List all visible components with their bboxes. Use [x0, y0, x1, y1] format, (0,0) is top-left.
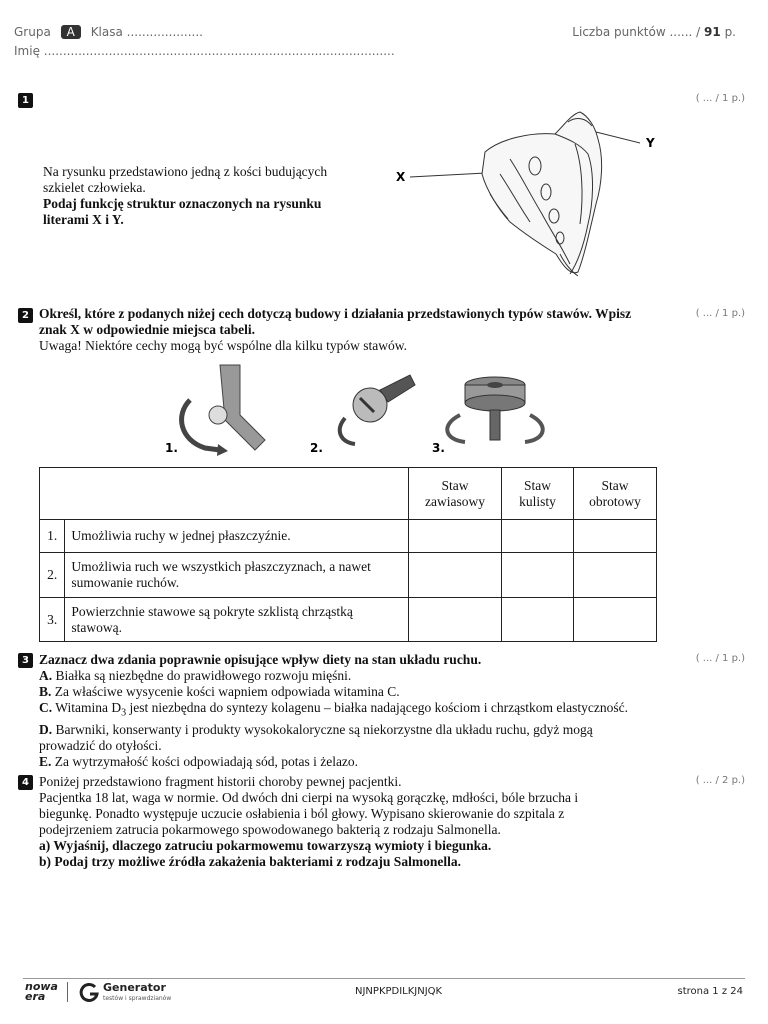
question-points-4: ( ... / 2 p.) [695, 775, 745, 786]
label-y: Y [646, 136, 655, 150]
column-pivot-line2: obrotowy [589, 493, 641, 509]
option-c-subscript: 3 [121, 707, 127, 719]
group-label: Grupa [14, 25, 51, 39]
column-ball-line2: kulisty [519, 493, 556, 509]
column-hinge-joint [409, 468, 502, 520]
logo-line2: era [25, 990, 46, 1003]
joint-features-table [39, 467, 657, 642]
q1-task-line1: Podaj funkcję struktur oznaczonych na rysunku [43, 196, 322, 211]
row-number: 2. [40, 553, 65, 598]
sacrum-bone-illustration [390, 104, 670, 282]
header-group [14, 25, 203, 39]
question-number-4: 4 [18, 775, 33, 790]
column-pivot-joint [574, 468, 657, 520]
footer-divider [23, 978, 745, 979]
question-points-2: ( ... / 1 p.) [695, 308, 745, 319]
class-label: Klasa .................... [90, 25, 203, 39]
fig-label-1: 1. [165, 441, 178, 455]
generator-logo [103, 982, 171, 1004]
answer-cell[interactable] [502, 553, 574, 598]
q4-line4: podejrzeniem zatrucia pokarmowego spowodowanego bakterią z rodzaju Salmonella. [39, 822, 501, 837]
question-number-3: 3 [18, 653, 33, 668]
q4-task-b: b) Podaj trzy możliwe źródła zakażenia bakteriami z rodzaju Salmonella. [39, 854, 461, 869]
question-number-2: 2 [18, 308, 33, 323]
option-d-text: Barwniki, konserwanty i produkty wysokokaloryczne są niekorzystne dla układu ruchu, gdyż mogą [55, 721, 593, 737]
document-code: NJNPKPDILKJNJQK [355, 986, 443, 997]
row-number: 3. [40, 598, 65, 642]
answer-cell[interactable] [502, 520, 574, 553]
answer-cell[interactable] [409, 598, 502, 642]
generator-g-icon [78, 982, 100, 1004]
row-feature: Powierzchnie stawowe są pokryte szklistą chrząstką stawową. [65, 598, 409, 642]
column-ball-line1: Staw [524, 477, 551, 493]
answer-cell[interactable] [409, 553, 502, 598]
answer-cell[interactable] [574, 598, 657, 642]
pivot-joint-figure [432, 377, 543, 455]
footer-logo-divider [67, 982, 68, 1002]
question-4-text [39, 774, 699, 870]
question-points-3: ( ... / 1 p.) [695, 653, 745, 664]
option-c-text-post: jest niezbędna do syntezy kolagenu – białka nadającego kościom i chrząstkom elastyczność. [126, 700, 629, 715]
option-c-letter: C. [39, 700, 53, 715]
ball-joint-figure [310, 375, 415, 455]
q2-task-line1: Określ, które z podanych niżej cech dotyczą budowy i działania przedstawionych typów stawów. Wpisz [39, 306, 632, 321]
option-b-letter: B. [39, 684, 52, 699]
fig-label-3: 3. [432, 441, 445, 455]
points-label: Liczba punktów ...... / [572, 25, 701, 39]
option-d[interactable] [39, 722, 699, 754]
row-feature: Umożliwia ruch we wszystkich płaszczyznach, a nawet sumowanie ruchów. [65, 553, 409, 598]
option-d-text-line2: prowadzić do otyłości. [39, 737, 162, 753]
table-header-row [40, 468, 657, 520]
label-x: X [396, 170, 406, 184]
option-a-letter: A. [39, 668, 53, 683]
option-e[interactable] [39, 754, 699, 770]
generator-title: Generator [103, 981, 166, 994]
answer-cell[interactable] [574, 553, 657, 598]
table-row [40, 553, 657, 598]
answer-cell[interactable] [502, 598, 574, 642]
header-points [572, 25, 736, 39]
option-b[interactable] [39, 684, 699, 700]
column-pivot-line1: Staw [601, 477, 629, 493]
logo-line1: nowa [25, 980, 58, 993]
column-ball-joint [502, 468, 574, 520]
q4-line3: biegunkę. Ponadto występuje uczucie osłabienia i ból głowy. Wypisano skierowanie do szpitala z [39, 806, 565, 821]
q1-text-line1: Na rysunku przedstawiono jedną z kości budujących [43, 164, 328, 179]
table-row [40, 598, 657, 642]
q2-note: Uwaga! Niektóre cechy mogą być wspólne dla kilku typów stawów. [39, 338, 408, 353]
option-c-text-pre: Witamina D [55, 700, 122, 715]
q4-task-a: a) Wyjaśnij, dlaczego zatruciu pokarmowemu towarzyszą wymioty i biegunka. [39, 838, 492, 853]
option-a-text: Białka są niezbędne do prawidłowego rozwoju mięśni. [55, 668, 352, 683]
q1-text-line2: szkielet człowieka. [43, 180, 146, 195]
question-1-text [43, 164, 373, 228]
generator-subtitle: testów i sprawdzianów [103, 995, 172, 1002]
joint-types-illustration [160, 360, 560, 460]
question-2-text [39, 306, 699, 354]
column-hinge-line1: Staw [441, 477, 469, 493]
hinge-joint-figure [165, 365, 265, 456]
page-number: strona 1 z 24 [677, 986, 743, 997]
points-total: 91 [704, 25, 721, 39]
q1-task-line2: literami X i Y. [43, 212, 124, 227]
group-badge: A [61, 25, 81, 39]
row-feature: Umożliwia ruchy w jednej płaszczyźnie. [65, 520, 409, 553]
option-e-text: Za wytrzymałość kości odpowiadają sód, potas i żelazo. [54, 753, 359, 769]
option-e-letter: E. [39, 753, 52, 769]
answer-cell[interactable] [409, 520, 502, 553]
column-hinge-line2: zawiasowy [425, 493, 485, 509]
answer-cell[interactable] [574, 520, 657, 553]
q4-line2: Pacjentka 18 lat, waga w normie. Od dwóch dni cierpi na wysoką gorączkę, mdłości, bóle brzucha i [39, 790, 579, 805]
points-suffix: p. [724, 25, 736, 39]
table-header-empty [40, 468, 409, 520]
option-a[interactable] [39, 668, 699, 684]
q4-line1: Poniżej przedstawiono fragment historii choroby pewnej pacjentki. [39, 774, 402, 789]
option-c[interactable] [39, 700, 699, 722]
q3-task: Zaznacz dwa zdania poprawnie opisujące wpływ diety na stan układu ruchu. [39, 652, 482, 667]
nowa-era-logo [25, 982, 58, 1002]
fig-label-2: 2. [310, 441, 323, 455]
question-3-text [39, 652, 699, 770]
row-number: 1. [40, 520, 65, 553]
option-b-text: Za właściwe wysycenie kości wapniem odpowiada witamina C. [54, 684, 400, 699]
table-row [40, 520, 657, 553]
option-d-letter: D. [39, 721, 53, 737]
question-points-1: ( ... / 1 p.) [695, 93, 745, 104]
name-field: Imię ............................................................................................ [14, 44, 395, 58]
q2-task-line2: znak X w odpowiednie miejsca tabeli. [39, 322, 255, 337]
question-number-1: 1 [18, 93, 33, 108]
